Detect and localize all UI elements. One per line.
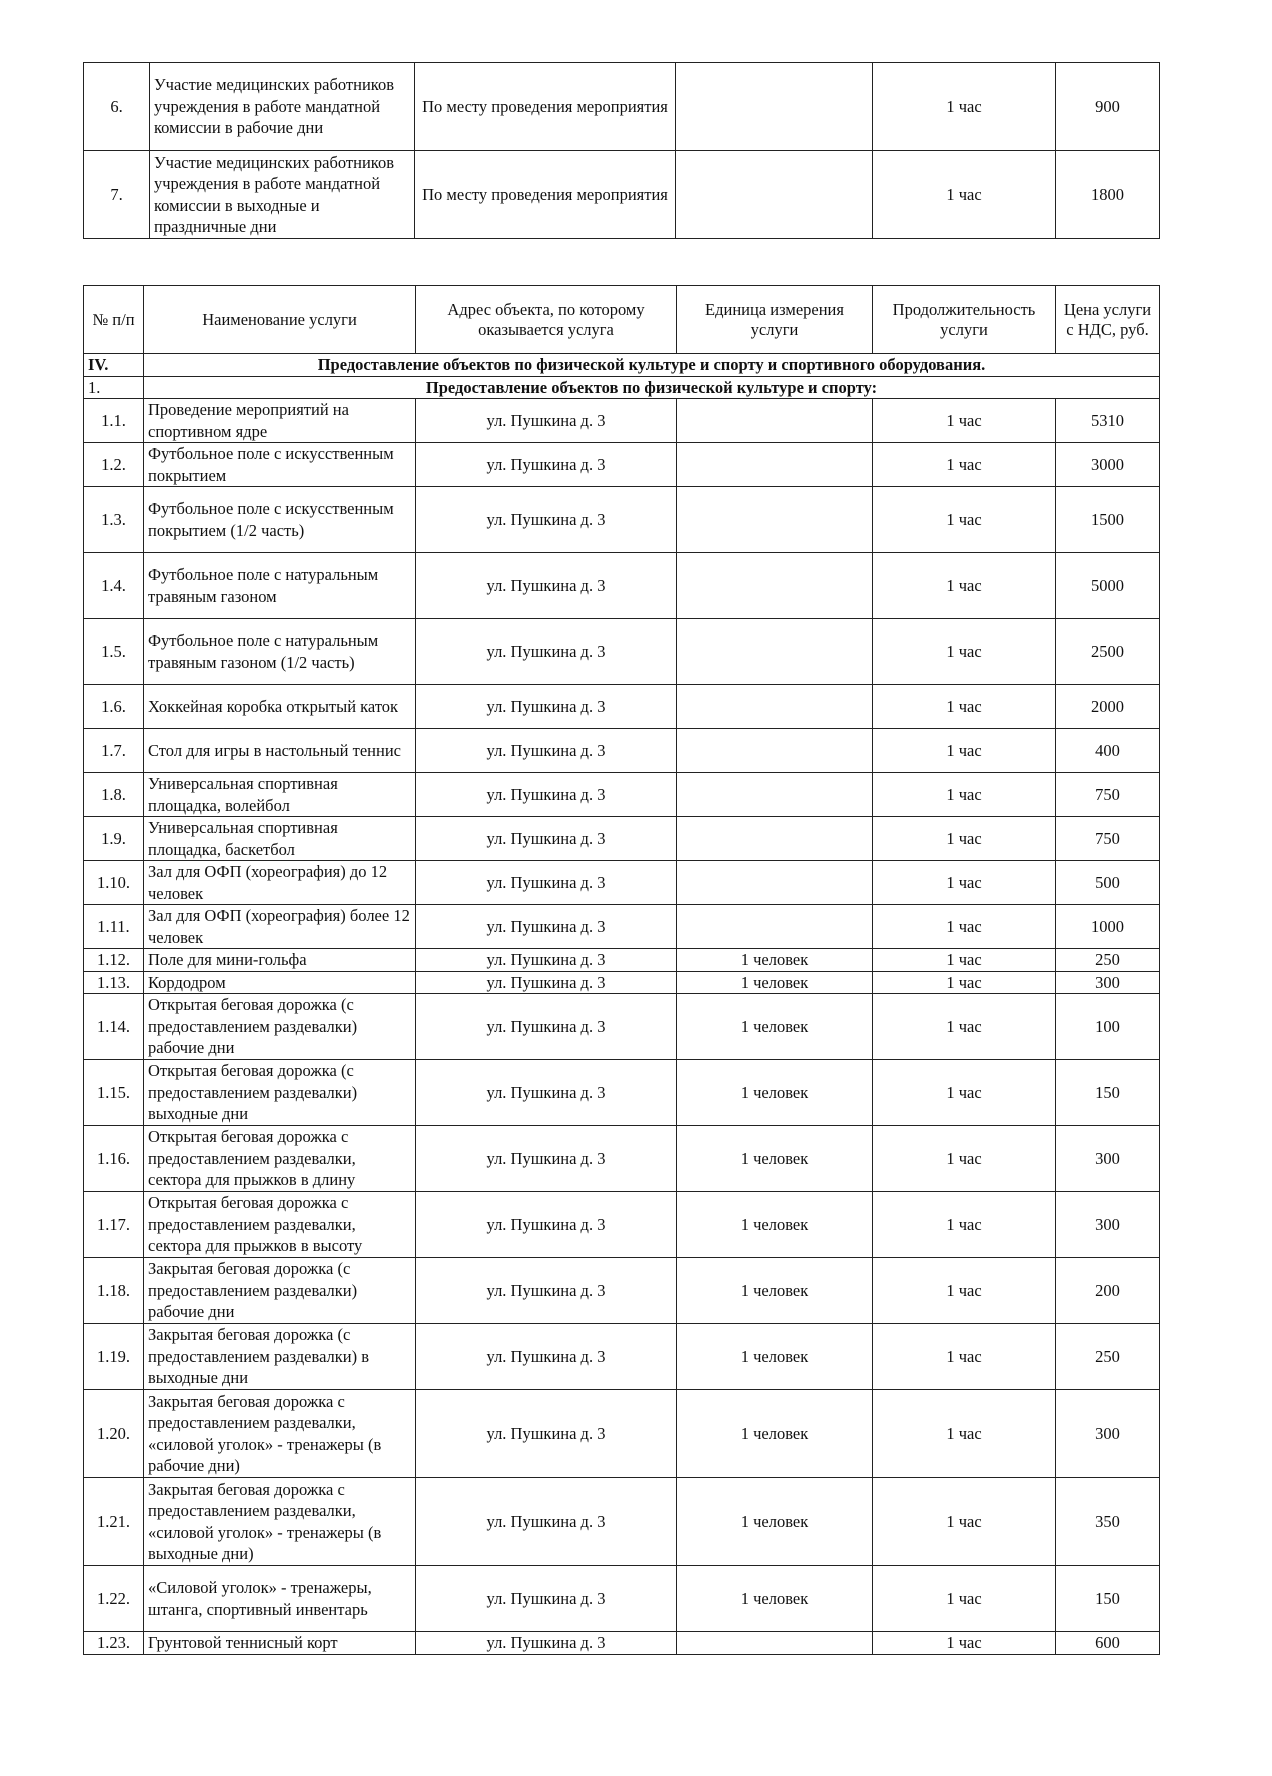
service-price: 100 <box>1056 994 1160 1060</box>
section-title: Предоставление объектов по физической культуре и спорту и спортивного оборудования. <box>144 354 1160 377</box>
row-number: 6. <box>84 63 150 151</box>
row-number: 1.9. <box>84 817 144 861</box>
service-name: Открытая беговая дорожка (с предоставлением раздевалки) рабочие дни <box>144 994 416 1060</box>
table-row <box>84 949 1160 972</box>
table-row <box>84 1126 1160 1192</box>
row-number: 1.22. <box>84 1566 144 1632</box>
service-address: ул. Пушкина д. 3 <box>416 861 677 905</box>
service-address: ул. Пушкина д. 3 <box>416 1126 677 1192</box>
service-price: 300 <box>1056 1192 1160 1258</box>
header-address: Адрес объекта, по которому оказывается услуга <box>416 286 677 354</box>
service-name: Универсальная спортивная площадка, баскетбол <box>144 817 416 861</box>
service-name: Хоккейная коробка открытый каток <box>144 685 416 729</box>
service-name: Стол для игры в настольный теннис <box>144 729 416 773</box>
service-name: Зал для ОФП (хореография) до 12 человек <box>144 861 416 905</box>
service-name: Поле для мини-гольфа <box>144 949 416 972</box>
table-row <box>84 487 1160 553</box>
service-duration: 1 час <box>873 817 1056 861</box>
service-name: Грунтовой теннисный корт <box>144 1632 416 1655</box>
service-unit: 1 человек <box>677 1258 873 1324</box>
service-name: Открытая беговая дорожка с предоставлением раздевалки, сектора для прыжков в длину <box>144 1126 416 1192</box>
service-name: Футбольное поле с искусственным покрытием (1/2 часть) <box>144 487 416 553</box>
service-price: 2500 <box>1056 619 1160 685</box>
service-address: По месту проведения мероприятия <box>415 63 676 151</box>
service-duration: 1 час <box>873 1192 1056 1258</box>
main-price-table <box>83 285 1160 1655</box>
service-unit: 1 человек <box>677 971 873 994</box>
header-unit: Единица измерения услуги <box>677 286 873 354</box>
service-address: ул. Пушкина д. 3 <box>416 553 677 619</box>
service-name: «Силовой уголок» - тренажеры, штанга, спортивный инвентарь <box>144 1566 416 1632</box>
service-unit: 1 человек <box>677 994 873 1060</box>
row-number: 1.6. <box>84 685 144 729</box>
service-name: Участие медицинских работников учреждения в работе мандатной комиссии в выходные и праздничные дни <box>150 151 415 239</box>
service-unit: 1 человек <box>677 1478 873 1566</box>
row-number: 1.10. <box>84 861 144 905</box>
row-number: 1.2. <box>84 443 144 487</box>
row-number: 7. <box>84 151 150 239</box>
service-duration: 1 час <box>873 619 1056 685</box>
table-row <box>84 399 1160 443</box>
service-unit <box>677 685 873 729</box>
row-number: 1.17. <box>84 1192 144 1258</box>
row-number: 1.3. <box>84 487 144 553</box>
service-price: 300 <box>1056 971 1160 994</box>
service-duration: 1 час <box>873 1324 1056 1390</box>
header-price: Цена услуги с НДС, руб. <box>1056 286 1160 354</box>
service-address: ул. Пушкина д. 3 <box>416 1060 677 1126</box>
service-price: 5000 <box>1056 553 1160 619</box>
service-name: Закрытая беговая дорожка (с предоставлением раздевалки) в выходные дни <box>144 1324 416 1390</box>
service-unit <box>677 487 873 553</box>
table-row <box>84 817 1160 861</box>
table-row <box>84 773 1160 817</box>
table-row <box>84 1324 1160 1390</box>
service-unit <box>677 817 873 861</box>
header-duration: Продолжительность услуги <box>873 286 1056 354</box>
row-number: 1.7. <box>84 729 144 773</box>
table-row <box>84 1566 1160 1632</box>
service-address: ул. Пушкина д. 3 <box>416 1390 677 1478</box>
row-number: 1.20. <box>84 1390 144 1478</box>
service-address: ул. Пушкина д. 3 <box>416 1632 677 1655</box>
service-price: 350 <box>1056 1478 1160 1566</box>
service-unit: 1 человек <box>677 949 873 972</box>
service-duration: 1 час <box>873 1478 1056 1566</box>
top-price-table <box>83 62 1160 239</box>
main-table-body <box>84 286 1160 1655</box>
service-duration: 1 час <box>873 949 1056 972</box>
service-duration: 1 час <box>873 994 1056 1060</box>
service-duration: 1 час <box>873 971 1056 994</box>
service-unit <box>677 553 873 619</box>
service-address: ул. Пушкина д. 3 <box>416 399 677 443</box>
service-duration: 1 час <box>873 1258 1056 1324</box>
service-name: Проведение мероприятий на спортивном ядре <box>144 399 416 443</box>
table-row <box>84 861 1160 905</box>
service-duration: 1 час <box>873 487 1056 553</box>
service-name: Кордодром <box>144 971 416 994</box>
service-unit <box>677 619 873 685</box>
service-address: ул. Пушкина д. 3 <box>416 443 677 487</box>
row-number: 1.16. <box>84 1126 144 1192</box>
row-number: 1.4. <box>84 553 144 619</box>
service-address: ул. Пушкина д. 3 <box>416 773 677 817</box>
service-name: Зал для ОФП (хореография) более 12 человек <box>144 905 416 949</box>
row-number: 1.18. <box>84 1258 144 1324</box>
service-price: 300 <box>1056 1126 1160 1192</box>
service-unit: 1 человек <box>677 1192 873 1258</box>
subsection-title: Предоставление объектов по физической культуре и спорту: <box>144 376 1160 399</box>
service-address: ул. Пушкина д. 3 <box>416 487 677 553</box>
service-duration: 1 час <box>873 685 1056 729</box>
service-price: 200 <box>1056 1258 1160 1324</box>
service-price: 2000 <box>1056 685 1160 729</box>
table-row <box>84 1258 1160 1324</box>
service-duration: 1 час <box>873 1390 1056 1478</box>
service-unit <box>677 905 873 949</box>
service-address: ул. Пушкина д. 3 <box>416 619 677 685</box>
service-address: ул. Пушкина д. 3 <box>416 1566 677 1632</box>
table-row <box>84 619 1160 685</box>
service-duration: 1 час <box>873 729 1056 773</box>
service-duration: 1 час <box>873 861 1056 905</box>
row-number: 1.1. <box>84 399 144 443</box>
service-address: ул. Пушкина д. 3 <box>416 1192 677 1258</box>
service-price: 250 <box>1056 1324 1160 1390</box>
table-row <box>84 729 1160 773</box>
service-name: Футбольное поле с натуральным травяным газоном <box>144 553 416 619</box>
table-row <box>84 1192 1160 1258</box>
service-name: Закрытая беговая дорожка с предоставлением раздевалки, «силовой уголок» - тренажеры (в выходные дни) <box>144 1478 416 1566</box>
service-unit: 1 человек <box>677 1060 873 1126</box>
table-row <box>84 443 1160 487</box>
service-name: Участие медицинских работников учреждения в работе мандатной комиссии в рабочие дни <box>150 63 415 151</box>
service-price: 600 <box>1056 1632 1160 1655</box>
service-price: 750 <box>1056 773 1160 817</box>
service-address: ул. Пушкина д. 3 <box>416 949 677 972</box>
row-number: 1.15. <box>84 1060 144 1126</box>
service-address: ул. Пушкина д. 3 <box>416 729 677 773</box>
service-unit <box>676 63 873 151</box>
service-price: 400 <box>1056 729 1160 773</box>
header-name: Наименование услуги <box>144 286 416 354</box>
service-unit <box>677 399 873 443</box>
service-unit <box>677 1632 873 1655</box>
service-name: Футбольное поле с натуральным травяным газоном (1/2 часть) <box>144 619 416 685</box>
subsection-row <box>84 376 1160 399</box>
service-price: 900 <box>1056 63 1160 151</box>
table-row <box>84 1632 1160 1655</box>
service-price: 300 <box>1056 1390 1160 1478</box>
service-unit <box>677 729 873 773</box>
service-duration: 1 час <box>873 1632 1056 1655</box>
service-duration: 1 час <box>873 151 1056 239</box>
service-name: Закрытая беговая дорожка (с предоставлением раздевалки) рабочие дни <box>144 1258 416 1324</box>
row-number: 1.14. <box>84 994 144 1060</box>
table-header-row <box>84 286 1160 354</box>
table-row <box>84 994 1160 1060</box>
top-table-body <box>84 63 1160 239</box>
table-row <box>84 553 1160 619</box>
service-unit <box>677 861 873 905</box>
service-address: ул. Пушкина д. 3 <box>416 685 677 729</box>
service-unit <box>677 773 873 817</box>
service-address: ул. Пушкина д. 3 <box>416 817 677 861</box>
row-number: 1.5. <box>84 619 144 685</box>
service-duration: 1 час <box>873 399 1056 443</box>
service-address: ул. Пушкина д. 3 <box>416 971 677 994</box>
service-unit <box>676 151 873 239</box>
table-row <box>84 905 1160 949</box>
service-duration: 1 час <box>873 1566 1056 1632</box>
service-name: Закрытая беговая дорожка с предоставлением раздевалки, «силовой уголок» - тренажеры (в рабочие дни) <box>144 1390 416 1478</box>
service-address: ул. Пушкина д. 3 <box>416 1258 677 1324</box>
service-unit <box>677 443 873 487</box>
row-number: 1.13. <box>84 971 144 994</box>
service-price: 1000 <box>1056 905 1160 949</box>
row-number: 1.19. <box>84 1324 144 1390</box>
service-unit: 1 человек <box>677 1324 873 1390</box>
service-address: ул. Пушкина д. 3 <box>416 905 677 949</box>
service-name: Открытая беговая дорожка (с предоставлением раздевалки) выходные дни <box>144 1060 416 1126</box>
section-row <box>84 354 1160 377</box>
table-row <box>84 151 1160 239</box>
service-duration: 1 час <box>873 1060 1056 1126</box>
table-row <box>84 1478 1160 1566</box>
service-duration: 1 час <box>873 905 1056 949</box>
service-price: 750 <box>1056 817 1160 861</box>
row-number: 1.12. <box>84 949 144 972</box>
service-address: По месту проведения мероприятия <box>415 151 676 239</box>
service-address: ул. Пушкина д. 3 <box>416 1478 677 1566</box>
service-price: 150 <box>1056 1060 1160 1126</box>
service-duration: 1 час <box>873 443 1056 487</box>
service-price: 500 <box>1056 861 1160 905</box>
service-name: Футбольное поле с искусственным покрытием <box>144 443 416 487</box>
table-row <box>84 1060 1160 1126</box>
subsection-num: 1. <box>84 376 144 399</box>
service-unit: 1 человек <box>677 1390 873 1478</box>
service-address: ул. Пушкина д. 3 <box>416 994 677 1060</box>
service-name: Открытая беговая дорожка с предоставлением раздевалки, сектора для прыжков в высоту <box>144 1192 416 1258</box>
row-number: 1.11. <box>84 905 144 949</box>
section-num: IV. <box>84 354 144 377</box>
row-number: 1.23. <box>84 1632 144 1655</box>
service-price: 3000 <box>1056 443 1160 487</box>
service-address: ул. Пушкина д. 3 <box>416 1324 677 1390</box>
service-duration: 1 час <box>873 63 1056 151</box>
service-price: 5310 <box>1056 399 1160 443</box>
service-unit: 1 человек <box>677 1566 873 1632</box>
table-row <box>84 1390 1160 1478</box>
service-price: 150 <box>1056 1566 1160 1632</box>
table-row <box>84 971 1160 994</box>
table-row <box>84 63 1160 151</box>
table-row <box>84 685 1160 729</box>
service-duration: 1 час <box>873 553 1056 619</box>
row-number: 1.21. <box>84 1478 144 1566</box>
service-duration: 1 час <box>873 1126 1056 1192</box>
service-price: 250 <box>1056 949 1160 972</box>
service-duration: 1 час <box>873 773 1056 817</box>
service-price: 1800 <box>1056 151 1160 239</box>
service-name: Универсальная спортивная площадка, волейбол <box>144 773 416 817</box>
service-price: 1500 <box>1056 487 1160 553</box>
header-num: № п/п <box>84 286 144 354</box>
service-unit: 1 человек <box>677 1126 873 1192</box>
row-number: 1.8. <box>84 773 144 817</box>
